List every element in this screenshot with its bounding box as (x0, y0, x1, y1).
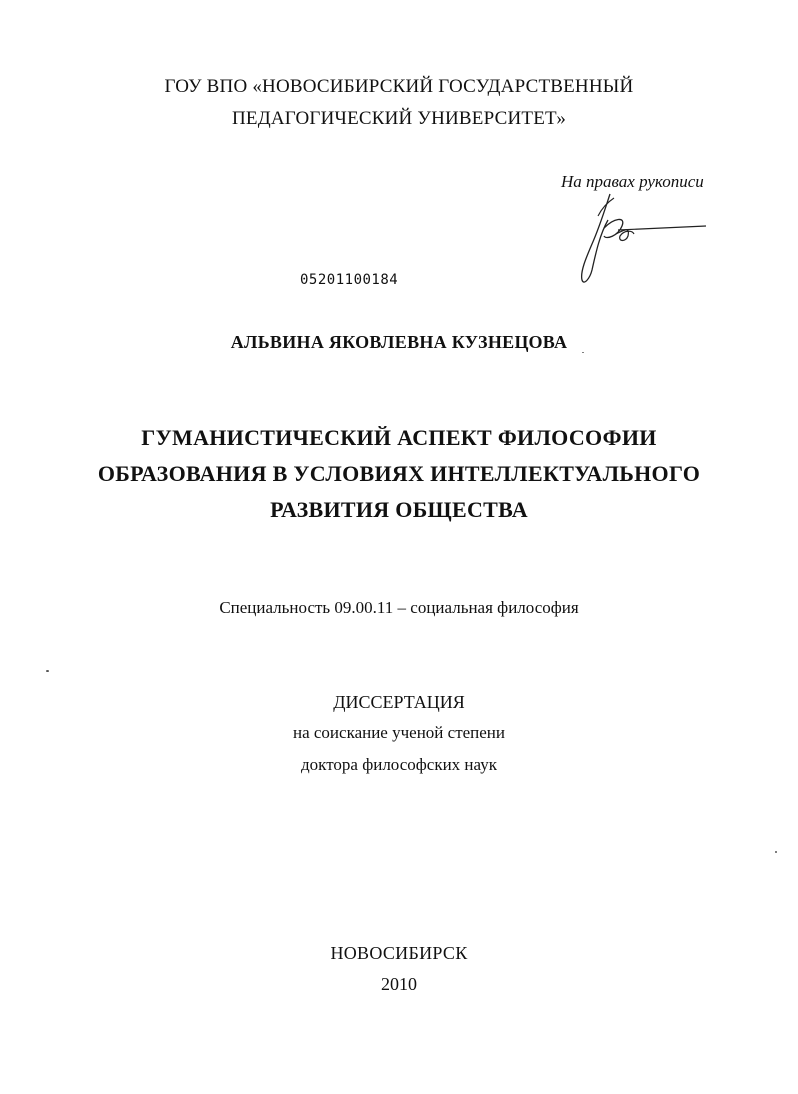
degree-line-1: на соискание ученой степени (292, 723, 506, 742)
specialty: Специальность 09.00.11 – социальная философия (219, 598, 579, 617)
signature-icon (570, 186, 720, 290)
institution-line-1: ГОУ ВПО «НОВОСИБИРСКИЙ ГОСУДАРСТВЕННЫЙ (164, 76, 634, 97)
city: НОВОСИБИРСК (330, 943, 468, 963)
degree-line-2: доктора философских наук (301, 755, 497, 774)
year: 2010 (381, 974, 417, 994)
catalog-number: 05201100184 (300, 272, 399, 288)
scan-speck (582, 352, 584, 353)
title-line-2: ОБРАЗОВАНИЯ В УСЛОВИЯХ ИНТЕЛЛЕКТУАЛЬНОГО (97, 461, 701, 486)
title-line-3: РАЗВИТИЯ ОБЩЕСТВА (270, 497, 528, 522)
author-name: АЛЬВИНА ЯКОВЛЕВНА КУЗНЕЦОВА (230, 332, 568, 352)
dissertation-heading: ДИССЕРТАЦИЯ (333, 692, 465, 712)
title-line-1: ГУМАНИСТИЧЕСКИЙ АСПЕКТ ФИЛОСОФИИ (141, 425, 657, 450)
scan-speck (775, 851, 777, 853)
manuscript-note: На правах рукописи (561, 172, 704, 191)
institution-line-2: ПЕДАГОГИЧЕСКИЙ УНИВЕРСИТЕТ» (231, 108, 567, 129)
scan-speck (46, 670, 49, 672)
